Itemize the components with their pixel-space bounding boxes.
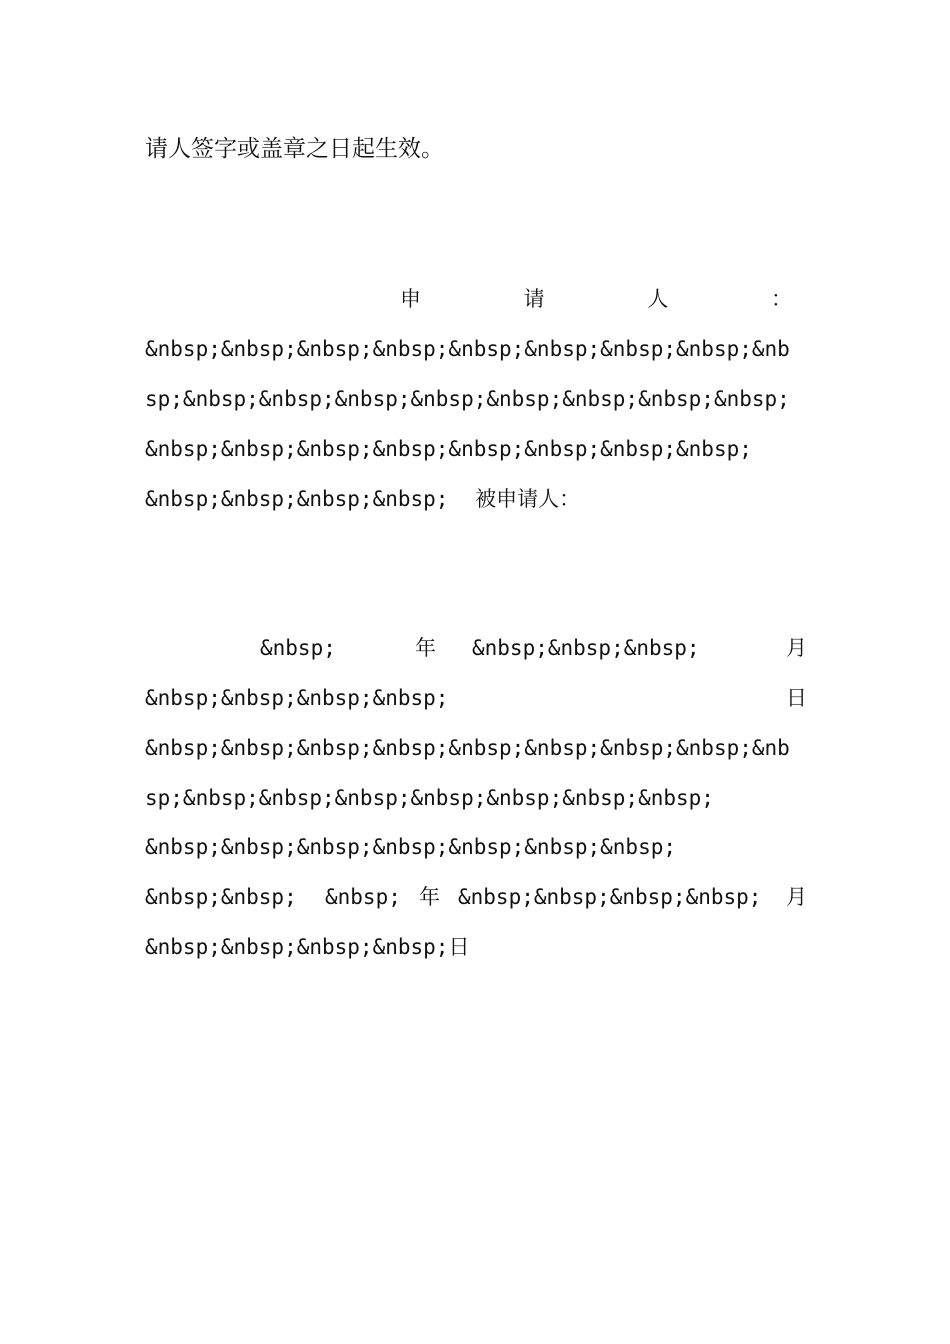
date2-nbsp: &nbsp;&nbsp;&nbsp;&nbsp; (145, 686, 449, 710)
intro-line: 请人签字或盖章之日起生效。 (145, 136, 444, 162)
date4-nbsp: &nbsp;&nbsp;&nbsp;&nbsp; (145, 935, 449, 959)
date3-nbsp-b: &nbsp; (325, 885, 401, 909)
date2-day: 日 (786, 686, 807, 710)
nbsp-line-a3: &nbsp;&nbsp;&nbsp;&nbsp;&nbsp;&nbsp;&nbsp;&nbsp; (145, 437, 752, 461)
applicant-colon: ： (770, 287, 792, 311)
date1-year: 年 (415, 636, 436, 660)
date3-nbsp-a: &nbsp;&nbsp; (145, 885, 297, 909)
date1-nbsp-a: &nbsp; (260, 636, 336, 660)
applicant-char-3: 人 (647, 287, 669, 311)
date3-year: 年 (419, 885, 440, 909)
nbsp-line-a2: sp;&nbsp;&nbsp;&nbsp;&nbsp;&nbsp;&nbsp;&nbsp;&nbsp; (145, 387, 790, 411)
date1-month: 月 (786, 636, 807, 660)
nbsp-line-b1: &nbsp;&nbsp;&nbsp;&nbsp;&nbsp;&nbsp;&nbsp;&nbsp;&nb (145, 736, 790, 760)
respondent-line (145, 484, 807, 514)
respondent-label: 被申请人： (475, 487, 581, 511)
date-line-2 (145, 683, 807, 713)
applicant-char-2: 请 (523, 287, 545, 311)
applicant-heading (400, 284, 792, 314)
respondent-prefix: &nbsp;&nbsp;&nbsp;&nbsp; (145, 487, 449, 511)
date3-month: 月 (786, 885, 807, 909)
date4-day: 日 (448, 935, 470, 959)
date3-nbsp-c: &nbsp;&nbsp;&nbsp;&nbsp; (458, 885, 762, 909)
nbsp-line-b3: &nbsp;&nbsp;&nbsp;&nbsp;&nbsp;&nbsp;&nbsp; (145, 835, 677, 859)
nbsp-line-b2: sp;&nbsp;&nbsp;&nbsp;&nbsp;&nbsp;&nbsp;&nbsp; (145, 786, 714, 810)
date-line-3 (145, 882, 807, 912)
nbsp-line-a1: &nbsp;&nbsp;&nbsp;&nbsp;&nbsp;&nbsp;&nbsp;&nbsp;&nb (145, 337, 790, 361)
date-line-4 (145, 932, 807, 962)
applicant-char-1: 申 (400, 287, 421, 311)
date1-nbsp-b: &nbsp;&nbsp;&nbsp; (472, 636, 700, 660)
